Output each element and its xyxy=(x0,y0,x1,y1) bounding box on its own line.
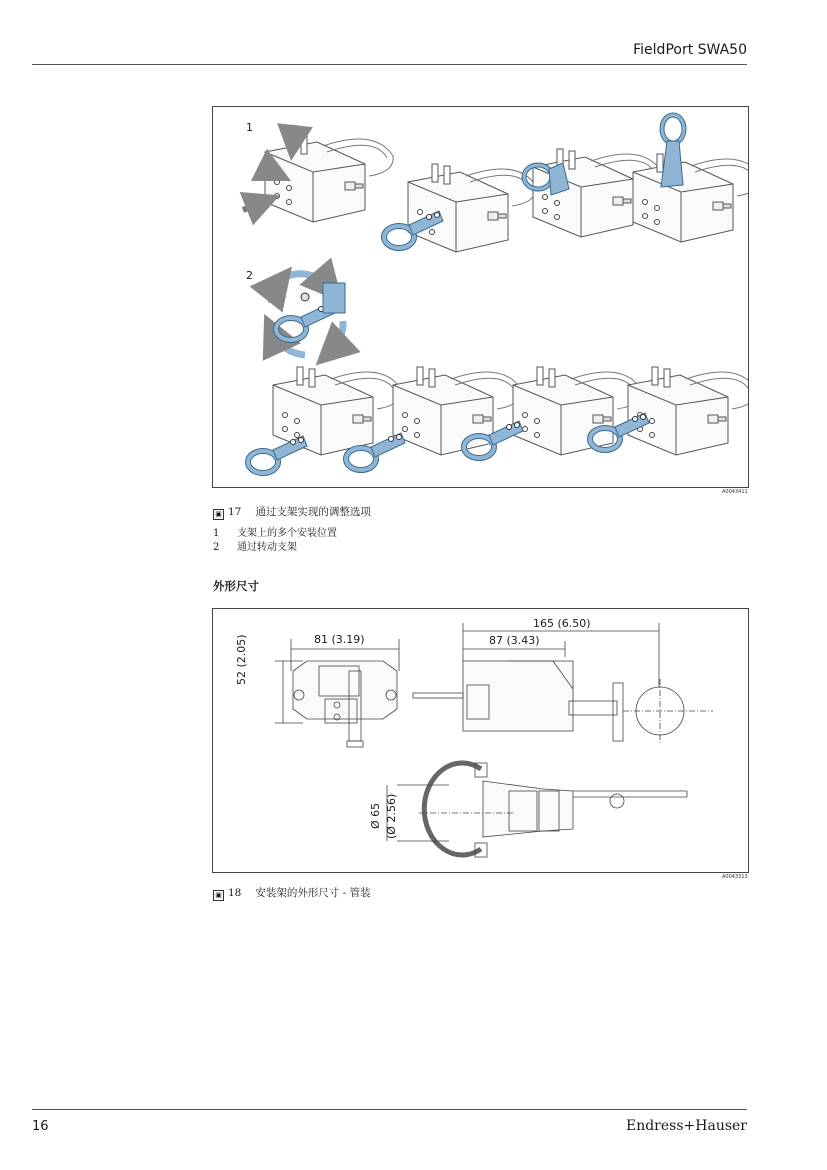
figure-caption-text: 通过支架实现的调整选项 xyxy=(255,506,371,518)
page-number: 16 xyxy=(32,1119,49,1134)
dimension-label-width: 81 (3.19) xyxy=(314,633,365,646)
legend-item: 2 通过转动支架 xyxy=(213,542,297,553)
dimension-label-height: 52 (2.05) xyxy=(235,634,248,685)
figure-label-1: 1 xyxy=(246,121,253,134)
dimension-drawing xyxy=(213,609,748,872)
device-bracket-variant-3 xyxy=(633,115,748,242)
dimension-label-diameter-in: (Ø 2.56) xyxy=(385,793,398,839)
figure-id: A0043411 xyxy=(722,489,748,495)
bracket-front-view xyxy=(293,661,397,747)
dimension-label-diameter-mm: Ø 65 xyxy=(369,802,382,829)
figure-17-caption xyxy=(213,504,371,520)
figure-dimensions xyxy=(212,608,749,873)
figure-label-2: 2 xyxy=(246,269,253,282)
brand-name: Endress+Hauser xyxy=(625,1118,747,1134)
bracket-top-view xyxy=(424,763,687,857)
figure-icon: ▣ xyxy=(213,890,224,901)
device-default xyxy=(265,134,393,222)
bracket-side-view xyxy=(413,661,684,741)
figure-number: 18 xyxy=(228,887,242,899)
document-header-title: FieldPort SWA50 xyxy=(633,42,747,58)
legend-item: 1 支架上的多个安装位置 xyxy=(213,528,337,539)
device-bracket-variant-7 xyxy=(590,367,748,455)
device-bracket-variant-1 xyxy=(384,164,536,252)
section-title: 外形尺寸 xyxy=(213,579,259,593)
dimension-label-total-length: 165 (6.50) xyxy=(533,617,591,630)
figure-adjustment-options xyxy=(212,106,749,488)
adjustment-illustration xyxy=(213,107,748,487)
figure-id: A0043313 xyxy=(722,874,748,880)
header-rule xyxy=(32,64,747,65)
figure-caption-text: 安装架的外形尺寸 - 管装 xyxy=(255,887,371,899)
rotation-illustration xyxy=(271,274,345,355)
figure-18-caption xyxy=(213,885,371,901)
footer-rule xyxy=(32,1109,747,1110)
dimension-label-body-length: 87 (3.43) xyxy=(489,634,540,647)
figure-number: 17 xyxy=(228,506,242,518)
figure-icon: ▣ xyxy=(213,509,224,520)
